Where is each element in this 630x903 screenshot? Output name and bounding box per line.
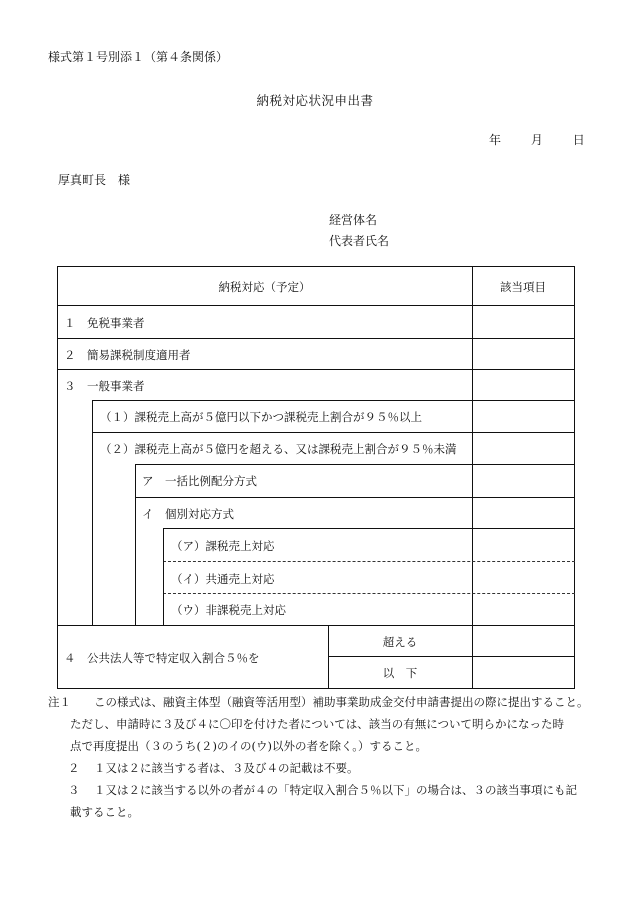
row-individual-method: イ 個別対応方式	[142, 507, 234, 521]
row4-under-label: 以 下	[382, 666, 418, 680]
table-dashed-line	[163, 593, 575, 594]
date-year: 年	[489, 133, 502, 147]
row-nontaxable-sales: （ウ）非課税売上対応	[171, 603, 286, 617]
page-title: 納税対応状況申出書	[256, 93, 374, 108]
row-common-sales: （イ）共通売上対応	[171, 572, 275, 586]
table-line	[163, 528, 575, 529]
addressee: 厚真町長 様	[58, 173, 131, 187]
row-general-sub-1: （１）課税売上高が５億円以下かつ課税売上割合が９５％以上	[100, 410, 422, 424]
note-2-text: １又は２に該当する者は、３及び４の記載は不要。	[94, 761, 359, 775]
row4-over-label: 超える	[382, 635, 418, 649]
table-line	[57, 688, 575, 689]
row-tax-exempt: １ 免税事業者	[64, 316, 145, 330]
date-day: 日	[572, 133, 585, 147]
table-line	[163, 528, 164, 626]
note-2-label: ２	[68, 761, 80, 775]
table-line	[135, 497, 575, 498]
row-taxable-sales: （ア）課税売上対応	[171, 539, 275, 553]
table-line	[57, 369, 575, 370]
date-row	[489, 131, 585, 148]
row-public-corporation: ４ 公共法人等で特定収入割合５％を	[64, 651, 260, 665]
table-line	[135, 464, 136, 626]
date-month: 月	[530, 133, 543, 147]
table-header-applicable: 該当項目	[500, 280, 546, 294]
row-general-sub-2: （２）課税売上高が５億円を超える、又は課税売上割合が９５％未満	[100, 442, 457, 456]
note-1-line-1: この様式は、融資主体型（融資等活用型）補助事業助成金交付申請書提出の際に提出すること。	[94, 695, 589, 709]
table-line	[57, 305, 575, 306]
row-general-business: ３ 一般事業者	[64, 379, 145, 393]
table-line	[92, 400, 575, 401]
form-id: 様式第１号別添１（第４条関係）	[48, 50, 229, 64]
table-line	[135, 464, 575, 465]
note-1-line-2: ただし、申請時に３及び４に〇印を付けた者については、該当の有無について明らかになった時	[70, 717, 565, 731]
table-line	[57, 266, 575, 267]
row-simplified-tax: ２ 簡易課税制度適用者	[64, 348, 191, 362]
table-dashed-line	[163, 561, 575, 562]
row-lump-sum-method: ア 一括比例配分方式	[142, 474, 257, 488]
note-1-label: 注１	[48, 695, 71, 709]
table-header-status: 納税対応（予定）	[218, 280, 311, 294]
table-line	[92, 400, 93, 626]
table-line	[92, 432, 575, 433]
table-line	[328, 656, 575, 657]
representative-label: 代表者氏名	[329, 234, 390, 248]
note-3-line-2: 載すること。	[70, 805, 139, 819]
business-name-label: 経営体名	[329, 213, 378, 227]
table-line	[57, 338, 575, 339]
note-3-line-1: １又は２に該当する以外の者が４の「特定収入割合５％以下」の場合は、３の該当事項にも記	[94, 783, 577, 797]
note-3-label: ３	[68, 783, 80, 797]
note-1-line-3: 点で再度提出（３のうち(２)のイの(ウ)以外の者を除く。）すること。	[70, 739, 427, 753]
